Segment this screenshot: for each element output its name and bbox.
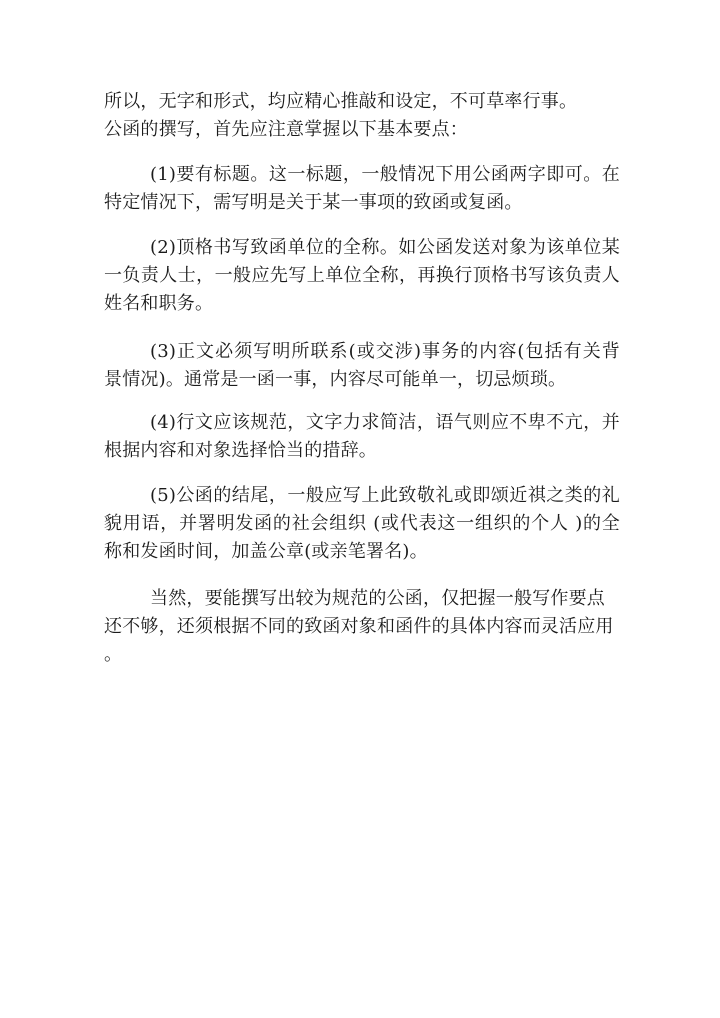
point-3-line-1: (3)正文必须写明所联系(或交涉)事务的内容(包括有关背 — [150, 341, 620, 362]
point-4-line-1: (4)行文应该规范，文字力求简洁，语气则应不卑不亢，并 — [150, 412, 620, 433]
point-5-line-1: (5)公函的结尾，一般应写上此致敬礼或即颂近祺之类的礼 — [150, 485, 620, 506]
point-5-line-3: 称和发函时间，加盖公章(或亲笔署名)。 — [104, 541, 428, 562]
point-2-line-1: (2)顶格书写致函单位的全称。如公函发送对象为该单位某 — [150, 237, 620, 258]
intro-line-1: 所以，无字和形式，均应精心推敲和设定，不可草率行事。 — [104, 91, 578, 112]
point-3-line-2: 景情况)。通常是一函一事，内容尽可能单一，切忌烦琐。 — [104, 369, 567, 390]
point-4-line-2: 根据内容和对象选择恰当的措辞。 — [104, 440, 377, 461]
point-2-line-2: 一负责人士，一般应先写上单位全称，再换行顶格书写该负责人 — [104, 265, 620, 286]
point-1-line-2: 特定情况下，需写明是关于某一事项的致函或复函。 — [104, 192, 523, 213]
closing-line-2: 还不够，还须根据不同的致函对象和函件的具体内容而灵活应用 — [104, 616, 614, 637]
closing-line-3: 。 — [104, 644, 123, 665]
point-5-line-2: 貌用语，并署明发函的社会组织 (或代表这一组织的个人 )的全 — [104, 513, 620, 534]
point-1-line-1: (1)要有标题。这一标题，一般情况下用公函两字即可。在 — [150, 164, 620, 185]
intro-line-2: 公函的撰写，首先应注意掌握以下基本要点： — [104, 119, 468, 140]
closing-line-1: 当然，要能撰写出较为规范的公函，仅把握一般写作要点 — [150, 588, 605, 609]
point-2-line-3: 姓名和职务。 — [104, 293, 214, 314]
